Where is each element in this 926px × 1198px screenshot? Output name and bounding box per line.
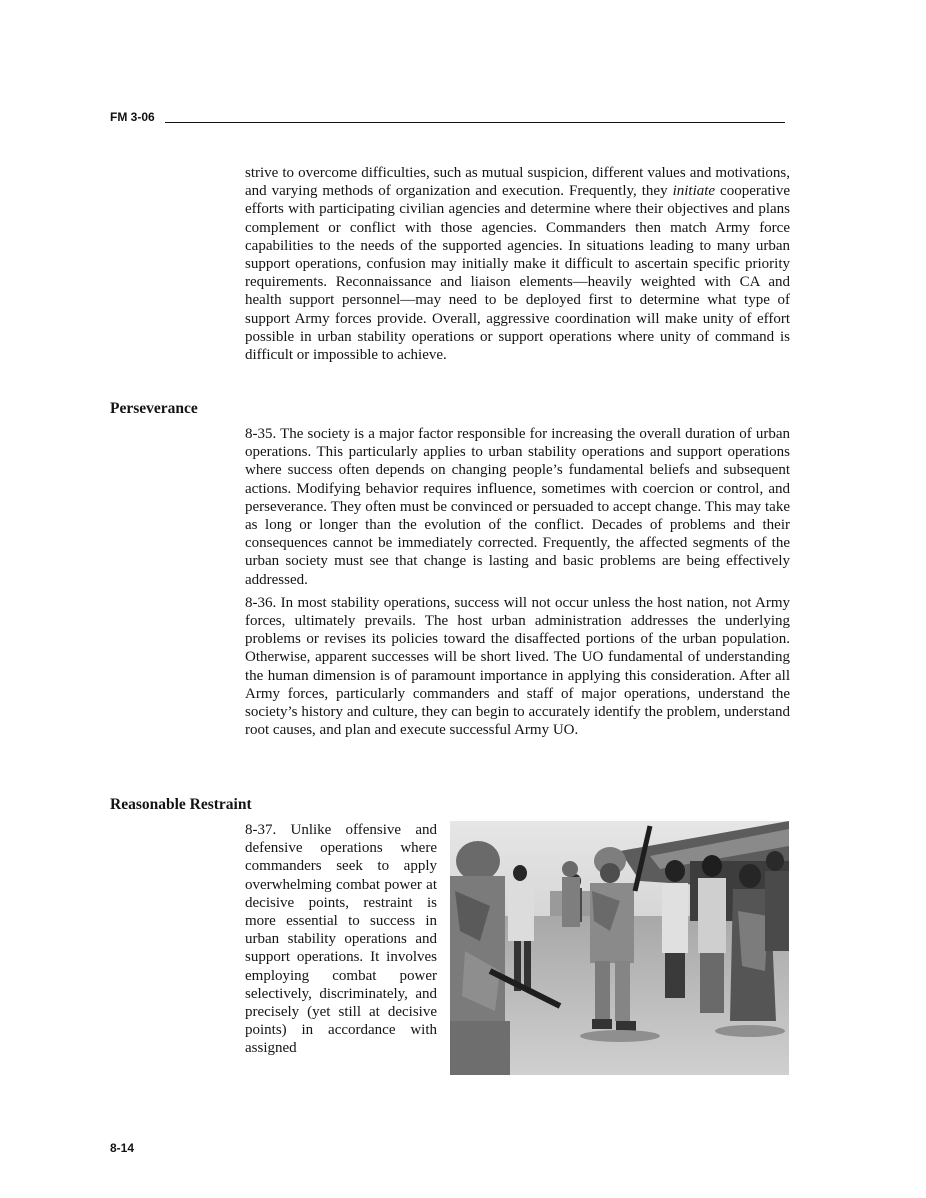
header-rule bbox=[165, 122, 785, 123]
emphasis-initiate: initiate bbox=[672, 183, 716, 200]
heading-reasonable-restraint: Reasonable Restraint bbox=[110, 796, 252, 813]
paragraph-8-37: 8-37. Unlike offensive and defensive operations where commanders seek to apply overwhelming combat power at decisive points, restraint is more essential to success in urban stability operations and support operations. It involves employing combat power selectively, discriminately, and precisely (yet still at decisive points) in accordance with assigned bbox=[245, 822, 437, 1057]
heading-perseverance: Perseverance bbox=[110, 400, 198, 417]
perseverance-block bbox=[245, 425, 790, 739]
intro-paragraph: strive to overcome difficulties, such as mutual suspicion, different values and motivations, and varying methods of organization and execution. Frequently, they initiate cooperative efforts with participating civilian agencies and determine where their objectives and plans complement or conflict with those agencies. Commanders then match Army force capabilities to the needs of the supported agencies. In situations leading to many urban support operations, confusion may initially make it difficult to ascertain specific priority requirements. Reconnaissance and liaison elements—heavily weighted with CA and health support personnel—may need to be deployed first to determine what type of support Army forces provide. Overall, aggressive coordination will make unity of effort possible in urban stability operations or support operations where unity of command is difficult or impossible to achieve. bbox=[245, 165, 790, 364]
paragraph-8-35: 8-35. The society is a major factor responsible for increasing the overall duration of urban operations. This particularly applies to urban stability operations and support operations where success often depends on changing people’s fundamental beliefs and subsequent actions. Modifying behavior requires influence, sometimes with coercion or control, and perseverance. They often must be convinced or persuaded to accept change. This may take as long or longer than the evolution of the conflict. Decades of problems and their consequences cannot be immediately corrected. Frequently, the affected segments of the urban society must see that change is lasting and basic problems are being effectively addressed. bbox=[245, 426, 790, 588]
page-number: 8-14 bbox=[110, 1141, 135, 1155]
restraint-block bbox=[245, 821, 437, 1058]
intro-paragraph-block bbox=[245, 164, 790, 364]
paragraph-8-36: 8-36. In most stability operations, success will not occur unless the host nation, not Army forces, ultimately prevails. The host urban administration addresses the underlying problems or revises its policies toward the disaffected portions of the urban population. Otherwise, apparent successes will be short lived. The UO fundamental of understanding the human dimension is of paramount importance in applying this consideration. After all Army forces, particularly commanders and staff of major operations, understand the society’s history and culture, they can begin to accurately identify the problem, understand root causes, and plan and execute successful Army UO. bbox=[245, 594, 790, 739]
manual-number: FM 3-06 bbox=[110, 110, 155, 124]
photo-soldiers-crowd bbox=[450, 821, 789, 1075]
photo-illustration bbox=[450, 821, 789, 1075]
running-header bbox=[110, 110, 785, 126]
